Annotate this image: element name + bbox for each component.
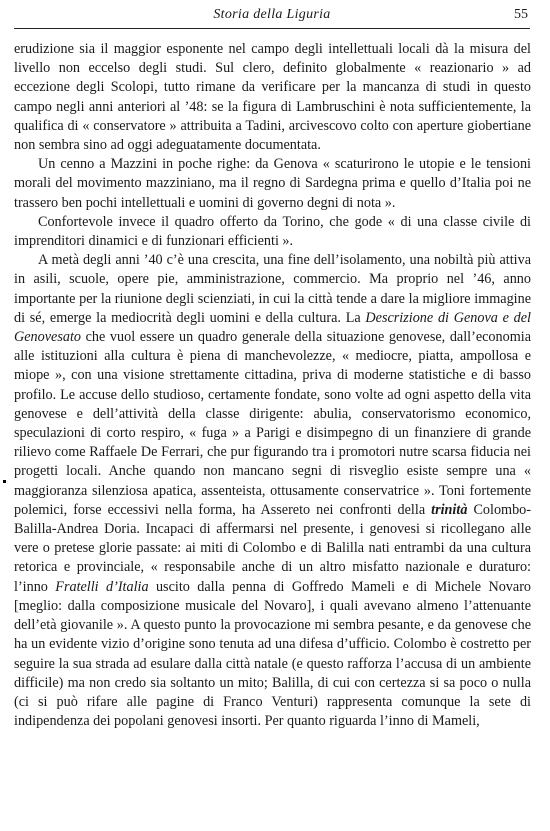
paragraph-4-text-e: Colombo-Balilla-Andrea Doria. Incapaci di affermarsi nel presente, i genovesi si ricollegano alle vere o pretese glorie passate: ai miti di Colombo e di Balilla nati entrambi da una cultura retorica e provinciale, « responsabile anche di un altro misfatto nazionale e duraturo: l’inno: [14, 501, 531, 595]
paragraph-3: Confortevole invece il quadro offerto da Torino, che gode « di una classe civile di imprenditori dinamici e di funzionari efficienti ».: [14, 213, 531, 250]
running-header: [14, 6, 530, 29]
paragraph-4-text-a: A metà degli anni ’40 c’è una crescita, una fine dell’isolamento, una nobiltà più attiva in asili, scuole, opere pie, amministrazione, commercio. Ma proprio nel ’46, anno importante per la riunione degli scienziati, in cui la città tende a dare la migliore immagine di sé, emerge la mediocrità degli uomini e della cultura. La: [14, 252, 531, 326]
page-number: 55: [514, 7, 528, 22]
paragraph-4-text-g: uscito dalla penna di Goffredo Mameli e di Michele Novaro [meglio: dalla composizione musicale del Novaro], i quali avevano almeno l’attenuante dell’età giovanile ». A questo punto la provocazione mi sembra pesante, e da genovese che ha un evidente vizio d’origine sono tenuta ad una difesa d’ufficio. Colombo è costretto per seguire la sua strada ad esulare dalla città natale (e questo rafforza l’accusa di un ambiente difficile) ma non credo sia soltanto un mito; Balilla, di cui con certezza si sa poco o nulla (ci si può rifare alle pagine di Franco Venturi) rappresenta comunque la sete di indipendenza dei popolani genovesi insorti. Per quanto riguarda l’inno di Mameli,: [14, 578, 532, 730]
body-text: [14, 40, 531, 731]
margin-mark: [3, 480, 6, 483]
emphasis-trinita: trinità: [431, 501, 468, 518]
paragraph-2: Un cenno a Mazzini in poche righe: da Genova « scaturirono le utopie e le tensioni morali del movimento mazziniano, ma il regno di Sardegna prima e quello d’Italia poi ne trassero ben pochi intellettuali e uomini di governo degni di nota ».: [14, 156, 531, 211]
anthem-title: Fratelli d’Italia: [55, 578, 149, 595]
running-title: Storia della Liguria: [213, 7, 331, 22]
paragraph-1: erudizione sia il maggior esponente nel campo degli intellettuali locali dà la misura del livello non eccelso degli studi. Sul clero, definito globalmente « reazionario » ad eccezione degli Scolopi, tutto rimane da verificare per la mancanza di studi in questo campo negli anni anteriori al ’48: se la figura di Lambruschini è nota sufficientemente, la qualifica di « conservatore » attribuita a Tadini, arcivescovo colto con aperture giobertiane non sembra sino ad oggi adeguatamente documentata.: [14, 41, 531, 154]
book-title-descrizione: Descrizione di Genova e del Genovesato: [14, 309, 531, 346]
paragraph-4-text-c: che vuol essere un quadro generale della situazione genovese, dall’economia alle istituzioni alla cultura è piena di manchevolezze, « mediocre, piatta, ampollosa e miope », con una visione strettamente cittadina, priva di moderne statistiche e di basso profilo. Le accuse dello studioso, certamente fondate, sono volte ad ogni aspetto della vita genovese e dell’attività della classe dirigente: abulia, conservatorismo economico, speculazioni di corto respiro, « fuga » a Parigi e disimpegno di un finanziere di grande rilievo come Raffaele De Ferrari, che pur figurando tra i promotori nutre scarsa fiducia nei progetti locali. Anche quando non mancano segni di risveglio esiste sempre una « maggioranza silenziosa apatica, assenteista, ottusamente conservatrice ». Toni fortemente polemici, forse eccessivi nella forma, ha Assereto nei confronti della: [14, 329, 531, 518]
paragraph-4: [14, 251, 531, 731]
